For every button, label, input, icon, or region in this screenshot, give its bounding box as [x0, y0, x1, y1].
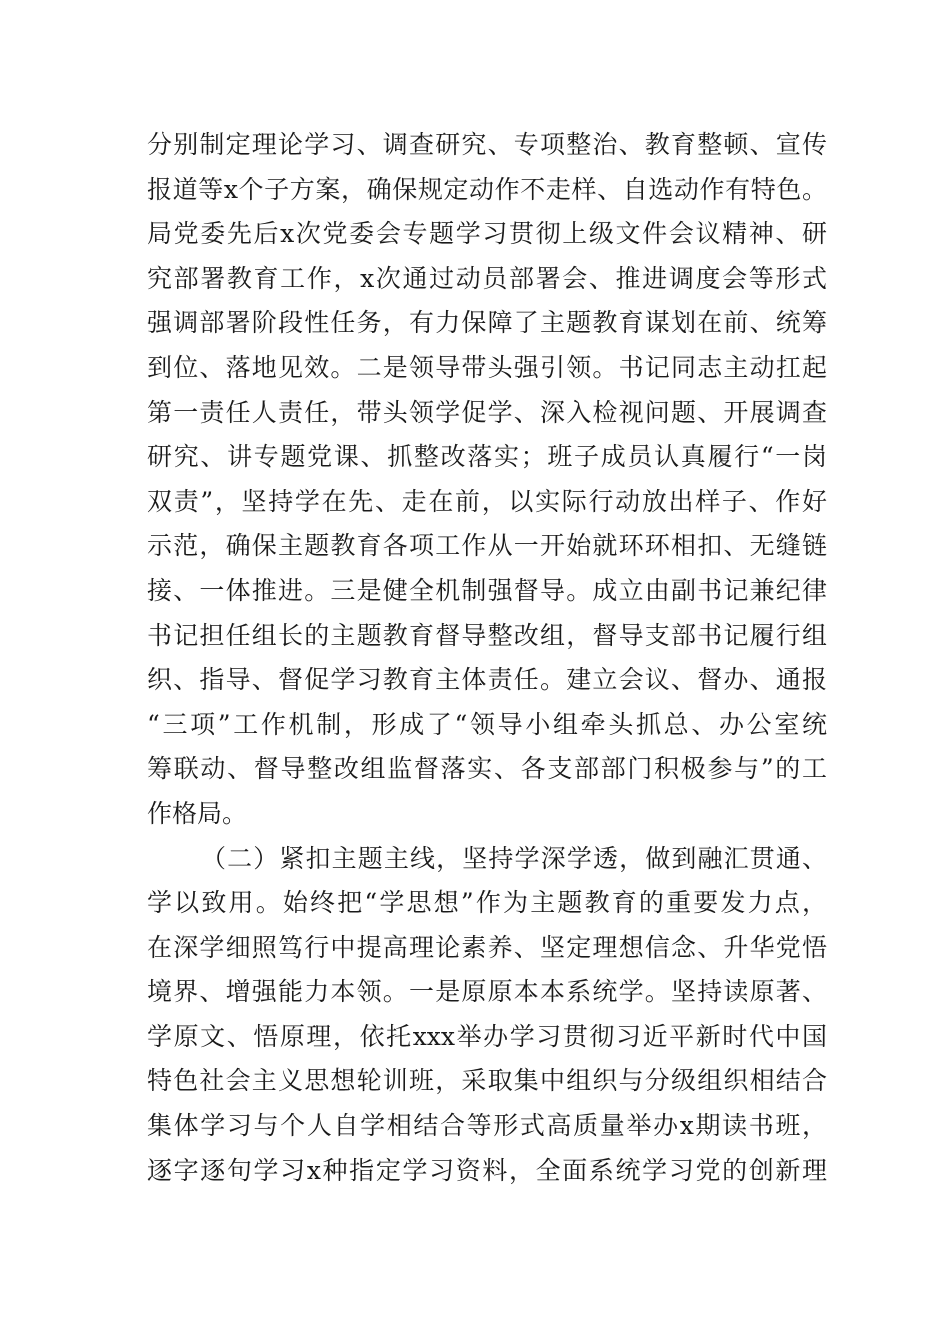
text-line: 书记担任组长的主题教育督导整改组，督导支部书记履行组 [147, 620, 827, 650]
text-line: 分别制定理论学习、调查研究、专项整治、教育整顿、宣传 [147, 130, 827, 159]
text-line: 织、指导、督促学习教育主体责任。建立会议、督办、通报 [147, 665, 827, 695]
text-line: 集体学习与个人自学相结合等形式高质量举办x期读书班， [147, 1111, 827, 1141]
text-line: 学以致用。始终把“学思想”作为主题教育的重要发力点， [147, 888, 827, 918]
text-line: 接、一体推进。三是健全机制强督导。成立由副书记兼纪律 [147, 575, 827, 605]
text-line: 境界、增强能力本领。一是原原本本系统学。坚持读原著、 [147, 977, 827, 1007]
text-line: 示范，确保主题教育各项工作从一开始就环环相扣、无缝链 [147, 531, 827, 561]
text-line: 强调部署阶段性任务，有力保障了主题教育谋划在前、统筹 [147, 308, 827, 338]
text-line: 局党委先后x次党委会专题学习贯彻上级文件会议精神、研 [147, 219, 827, 249]
text-line: “三项”工作机制，形成了“领导小组牵头抓总、办公室统 [147, 709, 827, 739]
text-line: 特色社会主义思想轮训班，采取集中组织与分级组织相结合 [147, 1066, 827, 1096]
document-body [147, 123, 827, 1193]
text-line: 逐字逐句学习x种指定学习资料，全面系统学习党的创新理 [147, 1155, 827, 1185]
text-line: 在深学细照笃行中提高理论素养、坚定理想信念、升华党悟 [147, 932, 827, 962]
paragraph-2 [147, 837, 827, 1194]
text-line: （二）紧扣主题主线，坚持学深学透，做到融汇贯通、 [201, 843, 827, 873]
text-line: 筹联动、督导整改组监督落实、各支部部门积极参与”的工 [147, 754, 827, 784]
text-line: 到位、落地见效。二是领导带头强引领。书记同志主动扛起 [147, 352, 827, 382]
text-line: 作格局。 [147, 798, 248, 828]
text-line: 第一责任人责任，带头领学促学、深入检视问题、开展调查 [147, 397, 827, 427]
paragraph-1 [147, 123, 827, 837]
text-line: 研究、讲专题党课、抓整改落实；班子成员认真履行“一岗 [147, 442, 827, 472]
text-line: 学原文、悟原理，依托xxx举办学习贯彻习近平新时代中国 [147, 1021, 827, 1051]
text-line: 究部署教育工作，x次通过动员部署会、推进调度会等形式 [147, 263, 827, 293]
text-line: 报道等x个子方案，确保规定动作不走样、自选动作有特色。 [147, 174, 827, 204]
text-line: 双责”，坚持学在先、走在前，以实际行动放出样子、作好 [147, 486, 827, 516]
